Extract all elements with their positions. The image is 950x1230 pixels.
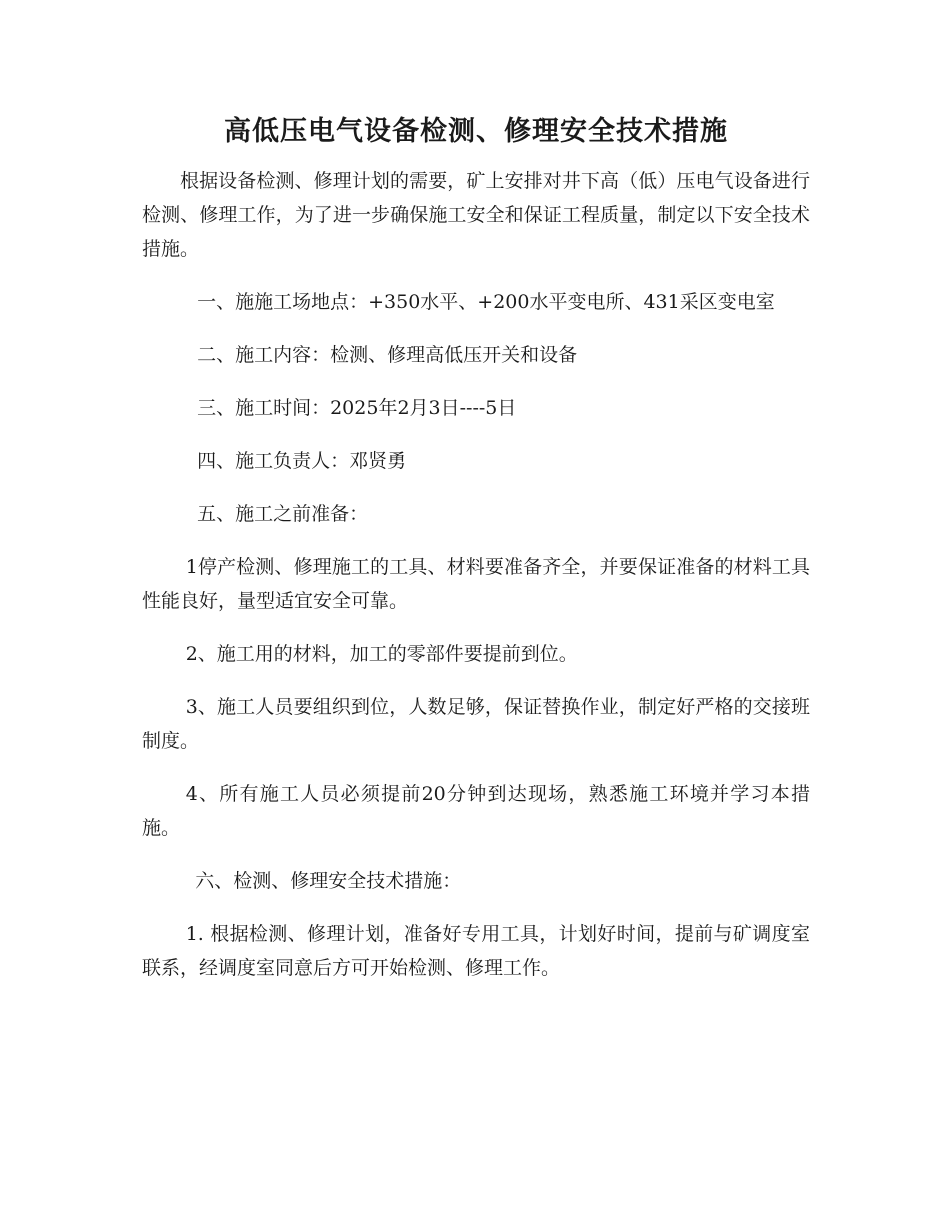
- prep-item-2: 2、施工用的材料，加工的零部件要提前到位。: [185, 643, 578, 665]
- prep-item-4: 4、所有施工人员必须提前20分钟到达现场，熟悉施工环境并学习本措施。: [142, 783, 810, 839]
- document-title: 高低压电气设备检测、修理安全技术措施: [224, 116, 728, 147]
- section-5-preparation: 五、施工之前准备：: [197, 503, 369, 525]
- document-page: [142, 112, 810, 985]
- intro-paragraph: 根据设备检测、修理计划的需要，矿上安排对井下高（低）压电气设备进行检测、修理工作，为了进一步确保施工安全和保证工程质量，制定以下安全技术措施。: [142, 170, 810, 260]
- section-2-content: 二、施工内容：检测、修理高低压开关和设备: [197, 344, 578, 366]
- section-4-leader: 四、施工负责人：邓贤勇: [197, 450, 407, 472]
- measure-item-1: 1. 根据检测、修理计划，准备好专用工具，计划好时间，提前与矿调度室联系，经调度室同意后方可开始检测、修理工作。: [142, 923, 810, 979]
- prep-item-3: 3、施工人员要组织到位，人数足够，保证替换作业，制定好严格的交接班制度。: [142, 696, 810, 752]
- section-1-site: 一、施施工场地点：+350水平、+200水平变电所、431采区变电室: [197, 291, 775, 313]
- section-3-time: 三、施工时间：2025年2月3日----5日: [197, 397, 517, 419]
- section-6-measures: 六、检测、修理安全技术措施：: [195, 870, 462, 892]
- prep-item-1: 1停产检测、修理施工的工具、材料要准备齐全，并要保证准备的材料工具性能良好，量型适宜安全可靠。: [142, 556, 810, 612]
